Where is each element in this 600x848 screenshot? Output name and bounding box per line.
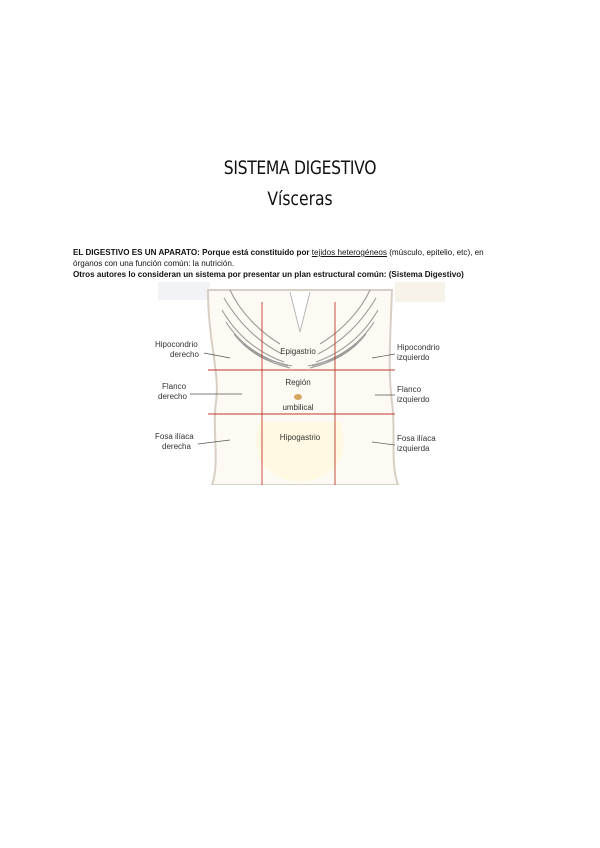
abdomen-illustration xyxy=(150,282,450,485)
label-hipogastrio: Hipogastrio xyxy=(279,433,321,442)
document-subtitle: Vísceras xyxy=(267,188,333,210)
label-fosa-iliaca-derecha-2: derecha xyxy=(162,442,191,451)
label-fosa-iliaca-izquierda-1: Fosa ilíaca xyxy=(397,434,436,443)
watermark-right xyxy=(395,282,445,302)
label-hipocondrio-derecho-2: derecho xyxy=(170,350,199,359)
label-flanco-izquierdo-2: izquierdo xyxy=(397,395,430,404)
paragraph-line-1-rest: (músculo, epitelio, etc), en xyxy=(386,248,484,257)
paragraph-line-3: Otros autores lo consideran un sistema por presentar un plan estructural común: (Sistema Digestivo) xyxy=(73,270,464,279)
paragraph-line-2: órganos con una función común: la nutrición. xyxy=(73,259,235,268)
label-region-umbilical-1: Región xyxy=(285,378,311,387)
label-flanco-derecho-2: derecho xyxy=(158,392,187,401)
tejidos-heterogeneos-link: tejidos heterogéneos xyxy=(311,248,387,257)
label-epigastrio: Epigastrio xyxy=(280,347,316,356)
paragraph-line-1 xyxy=(73,247,533,258)
label-region-umbilical-2: umbilical xyxy=(282,403,314,412)
label-hipocondrio-derecho-1: Hipocondrio xyxy=(155,340,198,349)
label-hipocondrio-izquierdo-1: Hipocondrio xyxy=(397,343,440,352)
intro-paragraph xyxy=(73,247,533,280)
label-flanco-derecho-1: Flanco xyxy=(162,382,187,391)
document-title: SISTEMA DIGESTIVO xyxy=(223,157,377,179)
label-flanco-izquierdo-1: Flanco xyxy=(397,385,422,394)
label-fosa-iliaca-izquierda-2: izquierda xyxy=(397,444,430,453)
watermark-left xyxy=(158,282,210,300)
label-fosa-iliaca-derecha-1: Fosa ilíaca xyxy=(155,432,194,441)
abdominal-regions-diagram xyxy=(150,282,450,485)
label-hipocondrio-izquierdo-2: izquierdo xyxy=(397,353,430,362)
navel-icon xyxy=(294,394,302,400)
paragraph-line-1-bold: EL DIGESTIVO ES UN APARATO: Porque está constituido por xyxy=(73,248,312,257)
